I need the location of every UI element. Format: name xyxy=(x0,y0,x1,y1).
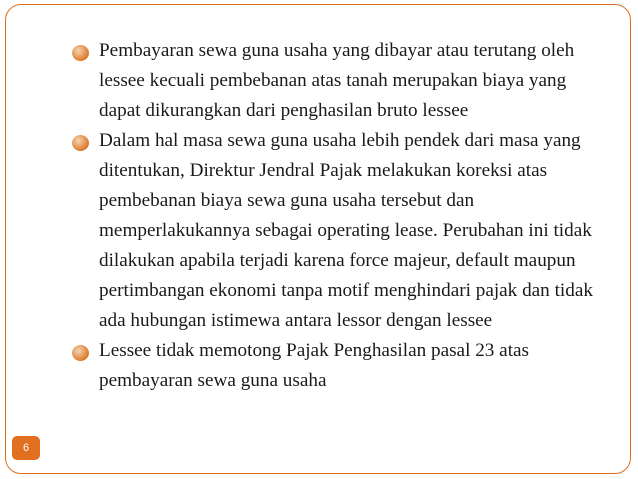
bullet-circle-icon xyxy=(72,135,89,151)
bullet-list xyxy=(72,36,612,396)
bullet-item-3 xyxy=(72,336,612,396)
bullet-circle-icon xyxy=(72,345,89,361)
bullet-text-3: Lessee tidak memotong Pajak Penghasilan pasal 23 atas pembayaran sewa guna usaha xyxy=(99,340,530,391)
bullet-circle-icon xyxy=(72,45,89,61)
bullet-item-1 xyxy=(72,36,612,126)
bullet-text-2: Dalam hal masa sewa guna usaha lebih pendek dari masa yang ditentukan, Direktur Jendral Pajak melakukan koreksi atas pembebanan biaya sewa guna usaha tersebut dan memperlakukannya sebagai operating lease. Perubahan ini tidak dilakukan apabila terjadi karena force majeur, default maupun pertimbangan ekonomi tanpa motif menghindari pajak dan tidak ada hubungan istimewa antara lessor dengan lessee xyxy=(99,130,593,331)
bullet-item-2 xyxy=(72,126,612,336)
bullet-text-1: Pembayaran sewa guna usaha yang dibayar atau terutang oleh lessee kecuali pembebanan atas tanah merupakan biaya yang dapat dikurangkan dari penghasilan bruto lessee xyxy=(99,40,575,121)
page-number-badge: 6 xyxy=(12,436,40,460)
